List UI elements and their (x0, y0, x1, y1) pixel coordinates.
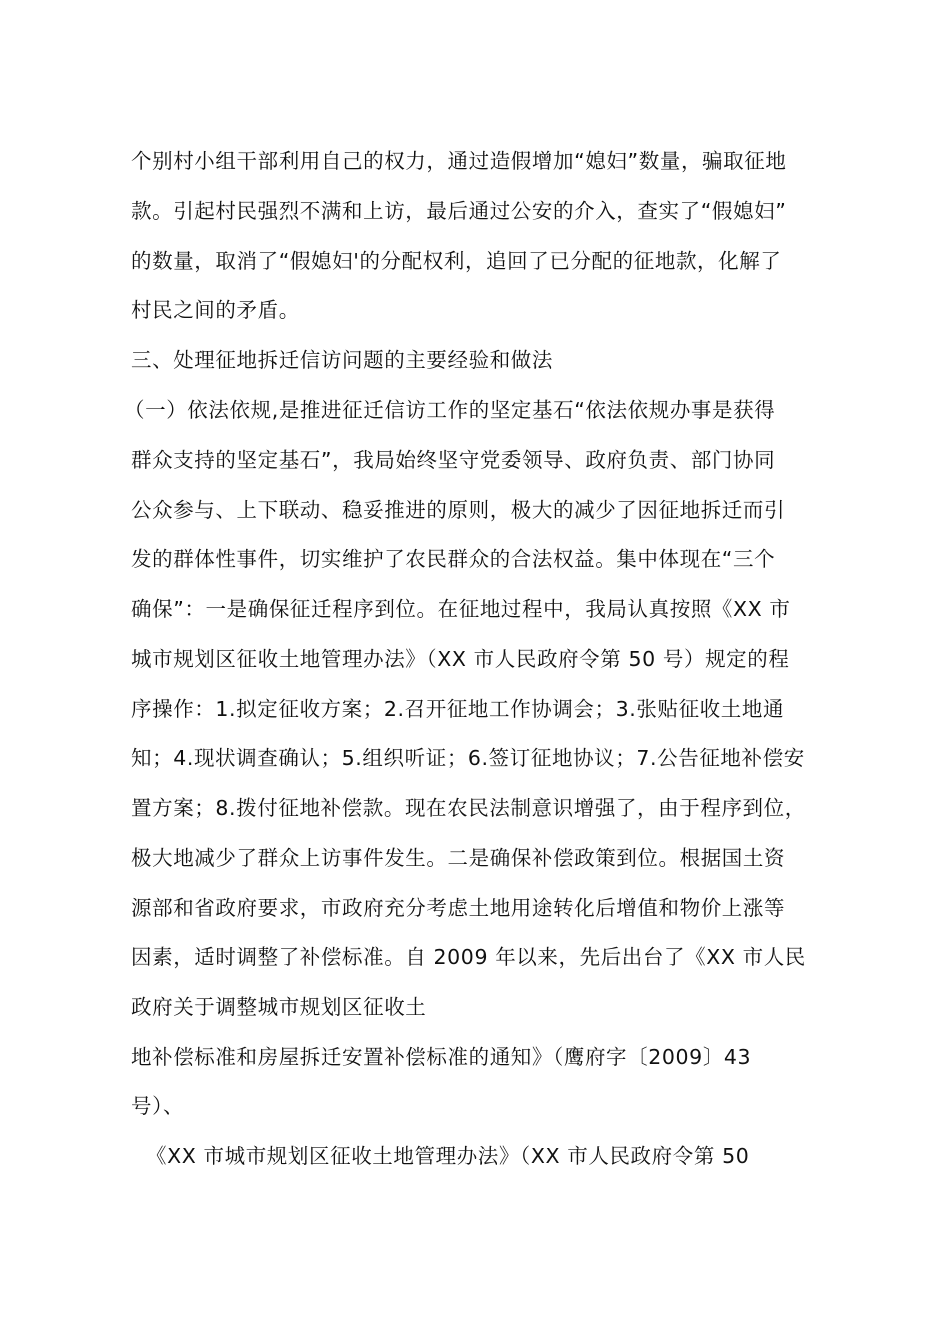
text-line: 公众参与、上下联动、稳妥推进的原则，极大的减少了因征地拆迁而引 (131, 498, 786, 522)
section-heading: 三、处理征地拆迁信访问题的主要经验和做法 (131, 348, 553, 372)
text-line: 号）、 (131, 1094, 185, 1118)
text-line: （一）依法依规,是推进征迁信访工作的坚定基石“依法依规办事是获得 (124, 398, 776, 422)
text-line: 政府关于调整城市规划区征收土 (131, 995, 427, 1019)
text-line: 发的群体性事件，切实维护了农民群众的合法权益。集中体现在“三个 (131, 547, 776, 571)
text-line: 极大地减少了群众上访事件发生。二是确保补偿政策到位。根据国土资 (131, 846, 786, 870)
text-line: 因素，适时调整了补偿标准。自 2009 年以来，先后出台了《XX 市人民 (131, 945, 806, 969)
text-line: 群众支持的坚定基石”，我局始终坚守党委领导、政府负责、部门协同 (131, 448, 776, 472)
text-line: 《XX 市城市规划区征收土地管理办法》（XX 市人民政府令第 50 (146, 1144, 750, 1168)
text-line: 的数量，取消了“假媳妇'的分配权利，追回了已分配的征地款，化解了 (131, 249, 782, 273)
text-line: 个别村小组干部利用自己的权力，通过造假增加“媳妇”数量，骗取征地 (131, 149, 787, 173)
text-line: 城市规划区征收土地管理办法》（XX 市人民政府令第 50 号）规定的程 (131, 647, 790, 671)
text-line: 知；4.现状调查确认；5.组织听证；6.签订征地协议；7.公告征地补偿安 (131, 746, 805, 770)
text-line: 序操作：1.拟定征收方案；2.召开征地工作协调会；3.张贴征收土地通 (131, 697, 785, 721)
text-line: 确保”：一是确保征迁程序到位。在征地过程中，我局认真按照《XX 市 (131, 597, 791, 621)
text-line: 款。引起村民强烈不满和上访，最后通过公安的介入，查实了“假媳妇” (131, 199, 787, 223)
text-line: 村民之间的矛盾。 (131, 298, 300, 322)
text-line: 地补偿标准和房屋拆迁安置补偿标准的通知》（鹰府字〔2009〕43 (131, 1045, 752, 1069)
text-line: 置方案；8.拨付征地补偿款。现在农民法制意识增强了，由于程序到位， (131, 796, 806, 820)
text-line: 源部和省政府要求，市政府充分考虑土地用途转化后增值和物价上涨等 (131, 896, 786, 920)
